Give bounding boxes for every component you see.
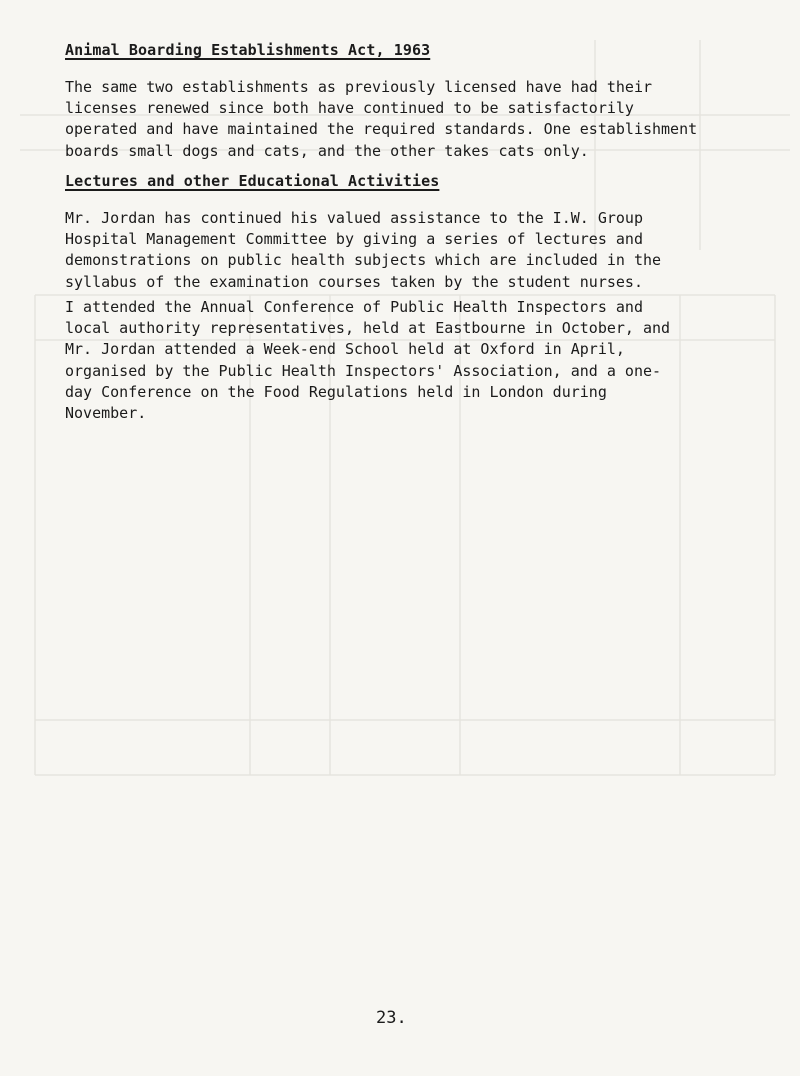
section-heading-lectures: Lectures and other Educational Activities [65,172,440,190]
page-number: 23. [376,1008,407,1028]
section-heading-animal-boarding: Animal Boarding Establishments Act, 1963 [65,41,431,59]
conference-paragraph: I attended the Annual Conference of Public Health Inspectors and local authority representatives, held at Eastbourne in October, and Mr. Jordan attended a Week-end School held at Oxford in April, organised by the Public Health Inspectors' Association, and a one- day Conference on the Food Regulations held in London during November. [65,298,671,423]
lectures-paragraph: Mr. Jordan has continued his valued assistance to the I.W. Group Hospital Management Committee by giving a series of lectures and demonstrations on public health subjects which are included in the syllabus of the examination courses taken by the student nurses. [65,209,662,291]
boarding-establishments-paragraph: The same two establishments as previously licensed have had their licenses renewed since both have continued to be satisfactorily operated and have maintained the required standards. One establishment boards small dogs and cats, and the other takes cats only. [65,78,698,160]
